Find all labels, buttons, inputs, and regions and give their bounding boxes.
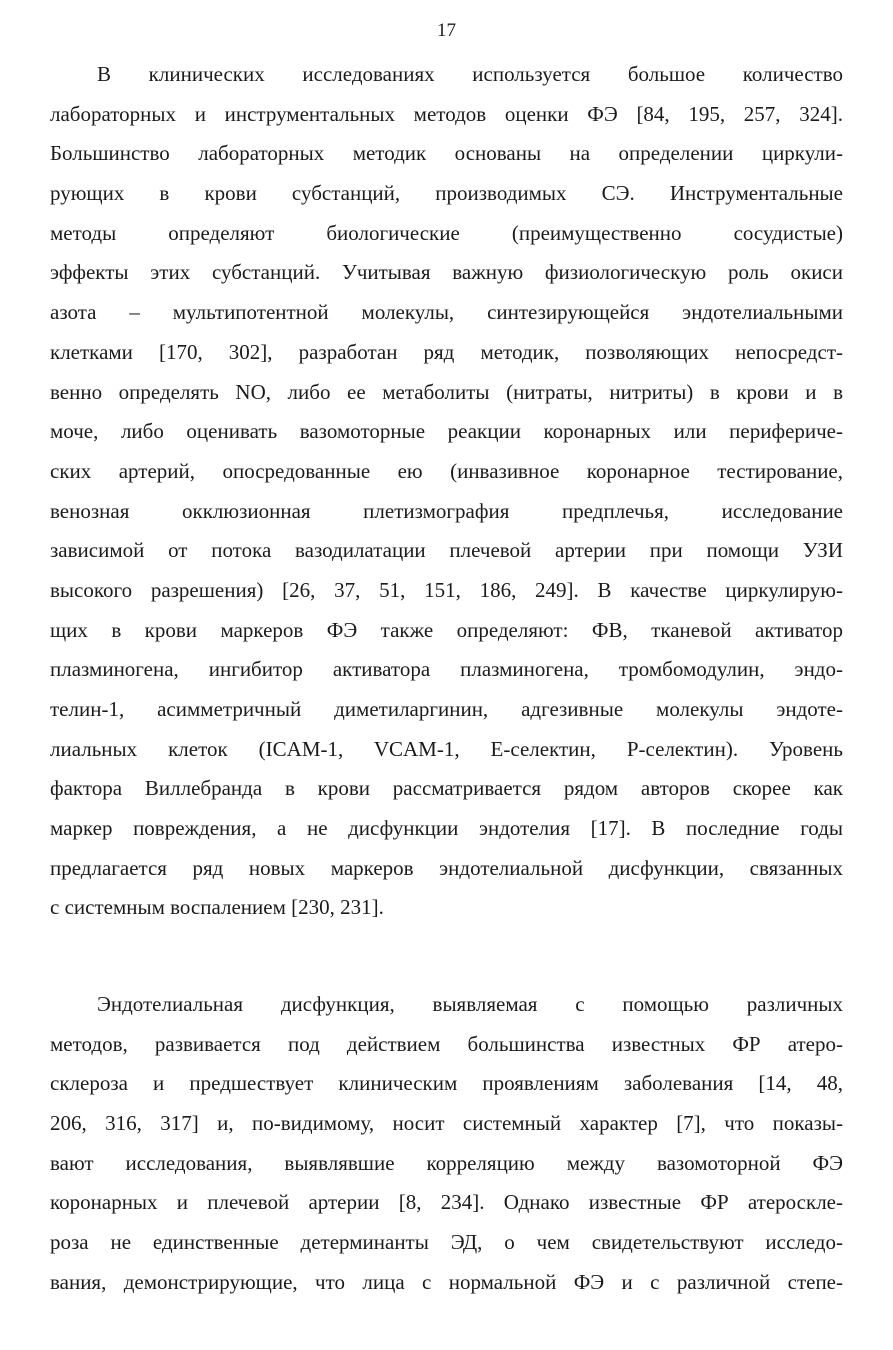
- text-line: роза не единственные детерминанты ЭД, о чем свидетельствуют исследо-: [50, 1230, 843, 1255]
- text-line: методы определяют биологические (преимущественно сосудистые): [50, 220, 843, 245]
- text-line: венозная окклюзионная плетизмография предплечья, исследование: [50, 498, 843, 523]
- text-line: лабораторных и инструментальных методов оценки ФЭ [84, 195, 257, 324].: [50, 101, 843, 126]
- text-line: телин-1, асимметричный диметиларгинин, адгезивные молекулы эндоте-: [50, 697, 843, 721]
- page-number: 17: [437, 20, 456, 41]
- text-line: клетками [170, 302], разработан ряд методик, позволяющих непосредст-: [50, 339, 843, 364]
- text-line: фактора Виллебранда в крови рассматривается рядом авторов скорее как: [50, 776, 843, 801]
- text-line: венно определять NO, либо ее метаболиты (нитраты, нитриты) в крови и в: [50, 379, 843, 404]
- text-line: вания, демонстрирующие, что лица с нормальной ФЭ и с различной степе-: [50, 1269, 843, 1294]
- text-line: зависимой от потока вазодилатации плечевой артерии при помощи УЗИ: [50, 538, 843, 563]
- text-line: В клинических исследованиях используется большое количество: [97, 62, 843, 86]
- text-line: маркер повреждения, а не дисфункции эндотелия [17]. В последние годы: [50, 816, 843, 841]
- text-line: Большинство лабораторных методик основаны на определении циркули-: [50, 141, 843, 166]
- text-line: с системным воспалением [230, 231].: [50, 895, 384, 920]
- text-line: предлагается ряд новых маркеров эндотелиальной дисфункции, связанных: [50, 855, 843, 880]
- text-line: вают исследования, выявлявшие корреляцию между вазомоторной ФЭ: [50, 1150, 843, 1175]
- text-line: эффекты этих субстанций. Учитывая важную физиологическую роль окиси: [50, 260, 843, 285]
- text-line: моче, либо оценивать вазомоторные реакции коронарных или перифериче-: [50, 419, 843, 444]
- text-line: высокого разрешения) [26, 37, 51, 151, 186, 249]. В качестве циркулирую-: [50, 577, 843, 602]
- text-line: 206, 316, 317] и, по-видимому, носит системный характер [7], что показы-: [50, 1111, 843, 1136]
- text-line: лиальных клеток (ICAM-1, VCAM-1, Е-селектин, Р-селектин). Уровень: [50, 736, 843, 761]
- text-line: плазминогена, ингибитор активатора плазминогена, тромбомодулин, эндо-: [50, 657, 843, 682]
- text-line: щих в крови маркеров ФЭ также определяют: ФВ, тканевой активатор: [50, 617, 843, 642]
- text-line: склероза и предшествует клиническим проявлениям заболевания [14, 48,: [50, 1071, 843, 1096]
- text-line: рующих в крови субстанций, производимых СЭ. Инструментальные: [50, 181, 843, 206]
- text-line: азота – мультипотентной молекулы, синтезирующейся эндотелиальными: [50, 300, 843, 325]
- paragraph-2: [50, 985, 843, 1303]
- text-line: коронарных и плечевой артерии [8, 234]. Однако известные ФР атероскле-: [50, 1190, 843, 1215]
- text-line: ских артерий, опосредованные ею (инвазивное коронарное тестирование,: [50, 458, 843, 483]
- text-line: методов, развивается под действием большинства известных ФР атеро-: [50, 1031, 843, 1056]
- paragraph-1: [50, 55, 843, 928]
- text-line: Эндотелиальная дисфункция, выявляемая с помощью различных: [97, 992, 843, 1016]
